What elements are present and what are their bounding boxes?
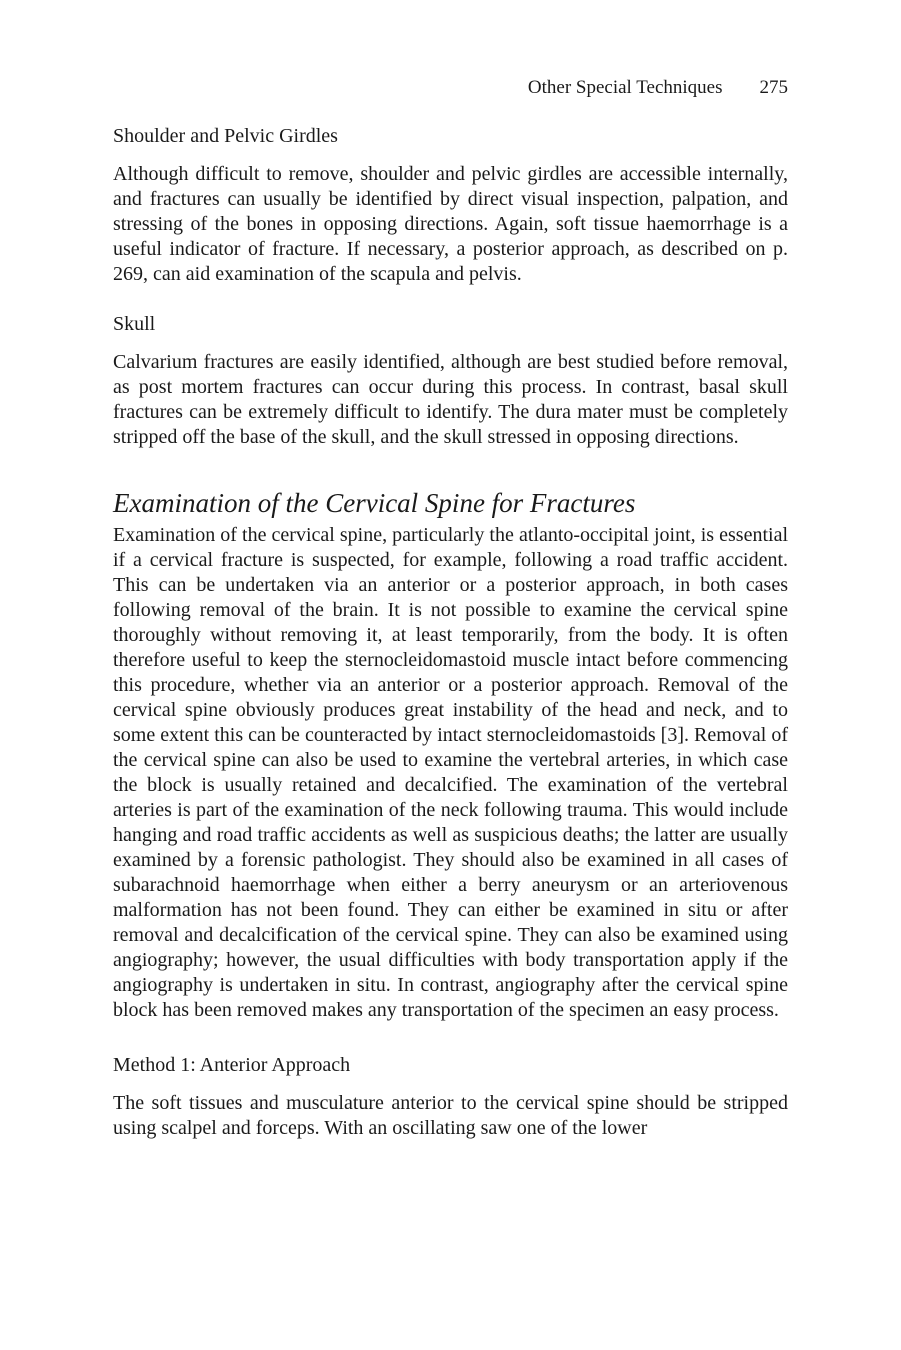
paragraph-anterior-approach: The soft tissues and musculature anterior to the cervical spine should be stripped using scalpel and forceps. With an oscillating saw one of the lower [113,1092,788,1139]
spacer [113,1023,788,1053]
running-header [113,74,788,102]
book-page [113,74,788,1141]
spacer [113,287,788,312]
running-title: Other Special Techniques [527,77,723,98]
page-number: 275 [759,77,788,98]
subheading-anterior-approach: Method 1: Anterior Approach [113,1054,351,1076]
paragraph-shoulder-pelvic: Although difficult to remove, shoulder and pelvic girdles are accessible internally, and fractures can usually be identified by direct visual inspection, palpation, and stressing of the bones in opposing directions. Again, soft tissue haemorrhage is a useful indicator of fracture. If necessary, a posterior approach, as described on p. 269, can aid examination of the scapula and pelvis. [113,163,788,285]
paragraph-skull: Calvarium fractures are easily identified, although are best studied before removal, as post mortem fractures can occur during this process. In contrast, basal skull fractures can be extremely difficult to identify. The dura mater must be completely stripped off the base of the skull, and the skull stressed in opposing directions. [113,351,788,448]
paragraph-cervical-spine: Examination of the cervical spine, particularly the atlanto-occipital joint, is essential if a cervical fracture is suspected, for example, following a road traffic accident. This can be undertaken via an anterior or a posterior approach, in both cases following removal of the brain. It is not possible to examine the cervical spine thoroughly without removing it, at least temporarily, from the body. It is often therefore useful to keep the sternocleidomastoid muscle intact before commencing this procedure, whether via an anterior or a posterior approach. Removal of the cervical spine obviously produces great instability of the head and neck, and to some extent this can be counteracted by intact sternocleidomastoids [3]. Removal of the cervical spine can also be used to examine the vertebral arteries, in which case the block is usually retained and decalcified. The examination of the vertebral arteries is part of the examination of the neck following trauma. This would include hanging and road traffic accidents as well as suspicious deaths; the latter are usually examined by a forensic pathologist. They should also be examined in all cases of subarachnoid haemorrhage when either a berry aneurysm or an arteriovenous malformation has not been found. They can either be examined in situ or after removal and decalcification of the cervical spine. They can also be examined using angiography; however, the usual difficulties with body transportation apply if the angiography is undertaken in situ. In contrast, angiography after the cervical spine block has been removed makes any transportation of the specimen an easy process. [113,524,788,1021]
subheading-skull: Skull [113,313,156,335]
section-title-cervical-spine: Examination of the Cervical Spine for Fractures [113,488,636,518]
subheading-shoulder-pelvic: Shoulder and Pelvic Girdles [113,125,338,147]
